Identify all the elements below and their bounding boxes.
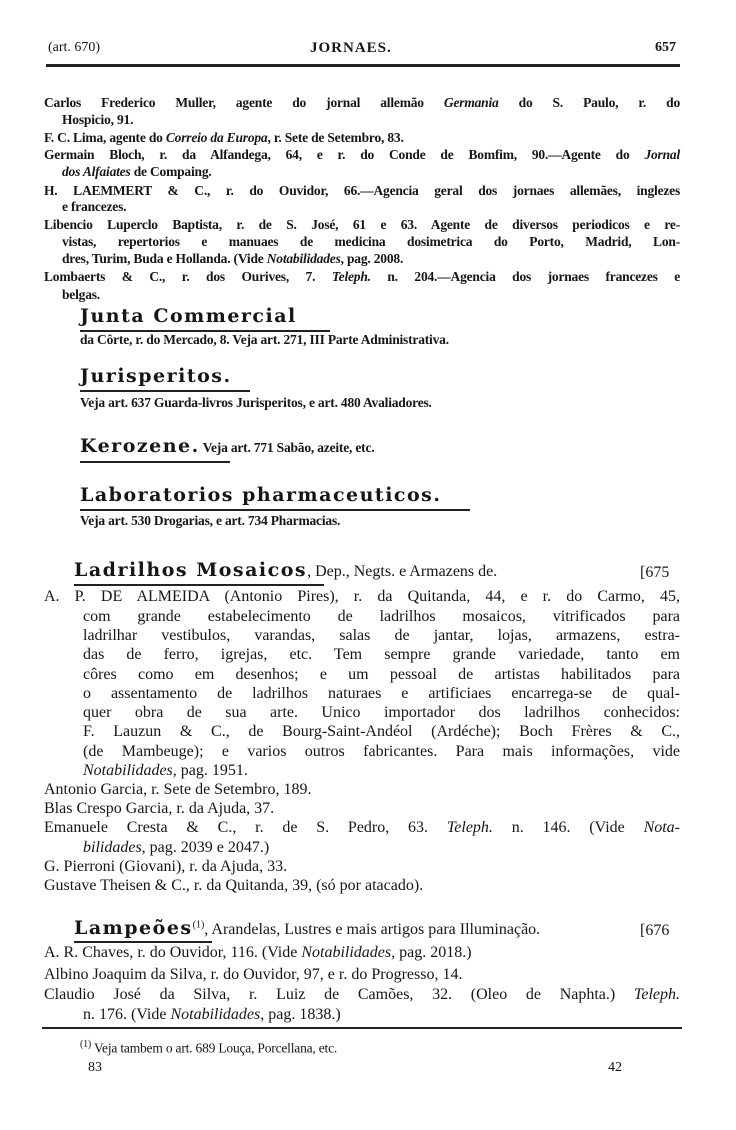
text-segment: Emanuele Cresta & C., r. de S. Pedro, 63. (44, 819, 447, 836)
text-segment: com grande estabelecimento de ladrilhos mosaicos, vitrificados para (83, 608, 680, 625)
text-line (44, 131, 404, 145)
text-segment: dres, Turim, Buda e Hollanda. (Vide (62, 251, 267, 266)
text-line (74, 561, 497, 580)
signature-mark-left: 83 (88, 1060, 102, 1075)
text-segment: da Côrte, r. do Mercado, 8. Veja art. 271, III Parte Administrativa. (80, 332, 449, 347)
text-segment: A. P. DE ALMEIDA (Antonio Pires), r. da Quitanda, 44, e r. do Carmo, 45, (44, 588, 680, 605)
text-segment: Teleph. (633, 986, 680, 1003)
text-line (80, 437, 374, 456)
text-line (44, 270, 680, 284)
text-line (44, 859, 287, 875)
text-line (44, 878, 423, 894)
text-line (44, 820, 680, 836)
text-segment: Veja art. 637 Guarda-livros Jurisperitos, e art. 480 Avaliadores. (80, 395, 432, 410)
text-line (83, 686, 680, 702)
text-line (44, 218, 680, 232)
text-line (44, 987, 680, 1003)
text-segment: Hospicio, 91. (62, 112, 134, 127)
text-segment: belgas. (62, 287, 100, 302)
text-line (80, 367, 232, 386)
section-heading: Junta Commercial (80, 305, 297, 327)
text-segment: , Dep., Negts. e Armazens de. (307, 563, 498, 580)
text-segment: G. Pierroni (Giovani), r. da Ajuda, 33. (44, 858, 288, 875)
text-line (44, 801, 274, 817)
text-segment: Veja art. 771 Sabão, azeite, etc. (199, 440, 375, 455)
text-segment: n. 146. (Vide (492, 819, 644, 836)
text-segment: vistas, repertorios e manuaes de medicina dosimetrica do Porto, Madrid, Lon- (62, 234, 680, 249)
text-line (83, 667, 680, 683)
text-line (44, 96, 680, 110)
text-segment: Teleph. (331, 269, 371, 284)
text-segment: de Compaing. (130, 164, 212, 179)
text-segment: Teleph. (446, 819, 493, 836)
footnote-marker: (1) (80, 1039, 92, 1050)
text-segment: , r. Sete de Setembro, 83. (267, 130, 404, 145)
text-segment: bilidades (83, 839, 142, 856)
text-segment: Notabilidades (170, 1006, 261, 1023)
footnote-marker: (1) (192, 919, 205, 931)
text-segment: Veja art. 530 Drogarias, e art. 734 Pharmacias. (80, 513, 341, 528)
text-segment: dos Alfaiates (62, 164, 131, 179)
header-rule (46, 64, 680, 67)
text-line (83, 609, 680, 625)
text-segment: Carlos Frederico Muller, agente do jornal allemão (44, 95, 444, 110)
text-line (83, 628, 680, 644)
text-segment: H. LAEMMERT & C., r. do Ouvidor, 66.—Agencia geral dos jornaes allemães, inglezes (44, 183, 680, 198)
heading-underline-ladrilhos (74, 584, 324, 586)
text-line (62, 235, 680, 249)
section-ref-ladrilhos: [675 (640, 564, 670, 581)
text-segment: do S. Paulo, r. do (498, 95, 681, 110)
text-segment: Lombaerts & C., r. dos Ourives, 7. (44, 269, 332, 284)
text-segment: A. R. Chaves, r. do Ouvidor, 116. (Vide (44, 944, 302, 961)
page-title: JORNAES. (310, 40, 392, 56)
text-segment: Notabilidades (266, 251, 341, 266)
text-line (80, 1040, 337, 1055)
text-line (83, 724, 680, 740)
section-heading: Lampeões (74, 917, 193, 939)
text-line (80, 333, 449, 347)
text-line (44, 148, 680, 162)
text-segment: , pag. 2018.) (391, 944, 472, 961)
section-heading: Ladrilhos Mosaicos (74, 559, 308, 581)
text-segment: Nota- (643, 819, 681, 836)
text-line (62, 113, 133, 127)
text-segment: Antonio Garcia, r. Sete de Setembro, 189. (44, 781, 312, 798)
text-line (83, 647, 680, 663)
text-segment: ladrilhar vestibulos, varandas, salas de jantar, lojas, armazens, estra- (83, 627, 680, 644)
text-line (83, 763, 248, 779)
text-line (62, 165, 212, 179)
heading-underline-laboratorios (80, 509, 470, 511)
text-line (83, 840, 269, 856)
heading-underline-kerozene (80, 461, 230, 463)
text-segment: Blas Crespo Garcia, r. da Ajuda, 37. (44, 800, 275, 817)
footnote-rule (42, 1027, 682, 1029)
text-segment: , pag. 2039 e 2047.) (141, 839, 270, 856)
text-line (80, 307, 297, 326)
text-line (80, 514, 340, 528)
text-line (62, 252, 403, 266)
section-ref-lampeoes: [676 (640, 922, 670, 939)
text-segment: (de Mambeuge); e varios outros fabricantes. Para mais informações, vide (83, 743, 680, 760)
text-segment: , pag. 1838.) (260, 1006, 341, 1023)
heading-underline-jurisperitos (80, 390, 250, 392)
section-heading: Jurisperitos. (80, 365, 232, 387)
text-segment: e francezes. (62, 199, 127, 214)
text-segment: F. C. Lima, agente do (44, 130, 166, 145)
signature-mark-right: 42 (608, 1060, 622, 1075)
text-segment: Claudio José da Silva, r. Luiz de Camões, 32. (Oleo de Naphta.) (44, 986, 634, 1003)
heading-underline-lampeoes (74, 941, 212, 943)
text-segment: Correio da Europa (165, 130, 268, 145)
text-segment: o assentamento de ladrilhos naturaes e artificiaes encarrega-se de qual- (83, 685, 680, 702)
text-line (80, 396, 432, 410)
text-line (62, 200, 126, 214)
text-segment: Germania (443, 95, 499, 110)
text-line (44, 945, 472, 961)
text-segment: Jornal (644, 147, 680, 162)
text-segment: n. 176. (Vide (83, 1006, 171, 1023)
text-line (80, 486, 441, 505)
text-segment: côres como em desenhos; e um pessoal de artistas habilitados para (83, 666, 680, 683)
article-number: (art. 670) (48, 40, 101, 55)
text-line (44, 184, 680, 198)
page-number: 657 (655, 40, 676, 55)
text-segment: Libencio Luperclo Baptista, r. de S. José, 61 e 63. Agente de diversos periodicos e re- (44, 217, 680, 232)
text-line (83, 1007, 341, 1023)
text-line (74, 919, 540, 938)
text-line (62, 288, 100, 302)
text-line (44, 782, 312, 798)
heading-underline-junta (80, 330, 330, 332)
text-segment: das de ferro, igrejas, etc. Tem sempre grande variedade, tanto em (83, 646, 680, 663)
text-segment: n. 204.—Agencia dos jornaes francezes e (370, 269, 681, 284)
text-segment: , pag. 1951. (172, 762, 248, 779)
text-segment: F. Lauzun & C., de Bourg-Saint-Andéol (Ardéche); Boch Frères & C., (83, 723, 680, 740)
text-segment: Germain Bloch, r. da Alfandega, 64, e r. do Conde de Bomfim, 90.—Agente do (44, 147, 645, 162)
text-line (44, 589, 680, 605)
section-heading: Laboratorios pharmaceuticos. (80, 484, 442, 506)
text-segment: , Arandelas, Lustres e mais artigos para Illuminação. (204, 921, 541, 938)
text-segment: quer obra de sua arte. Unico importador dos ladrilhos conhecidos: (83, 704, 680, 721)
text-segment: , pag. 2008. (340, 251, 404, 266)
text-line (44, 967, 462, 983)
text-line (83, 744, 680, 760)
text-segment: Notabilidades (83, 762, 173, 779)
text-segment: Notabilidades (301, 944, 392, 961)
section-heading: Kerozene. (80, 435, 200, 457)
text-segment: Albino Joaquim da Silva, r. do Ouvidor, 97, e r. do Progresso, 14. (44, 966, 463, 983)
text-segment: Veja tambem o art. 689 Louça, Porcellana, etc. (91, 1040, 338, 1056)
text-line (83, 705, 680, 721)
text-segment: Gustave Theisen & C., r. da Quitanda, 39, (só por atacado). (44, 877, 424, 894)
